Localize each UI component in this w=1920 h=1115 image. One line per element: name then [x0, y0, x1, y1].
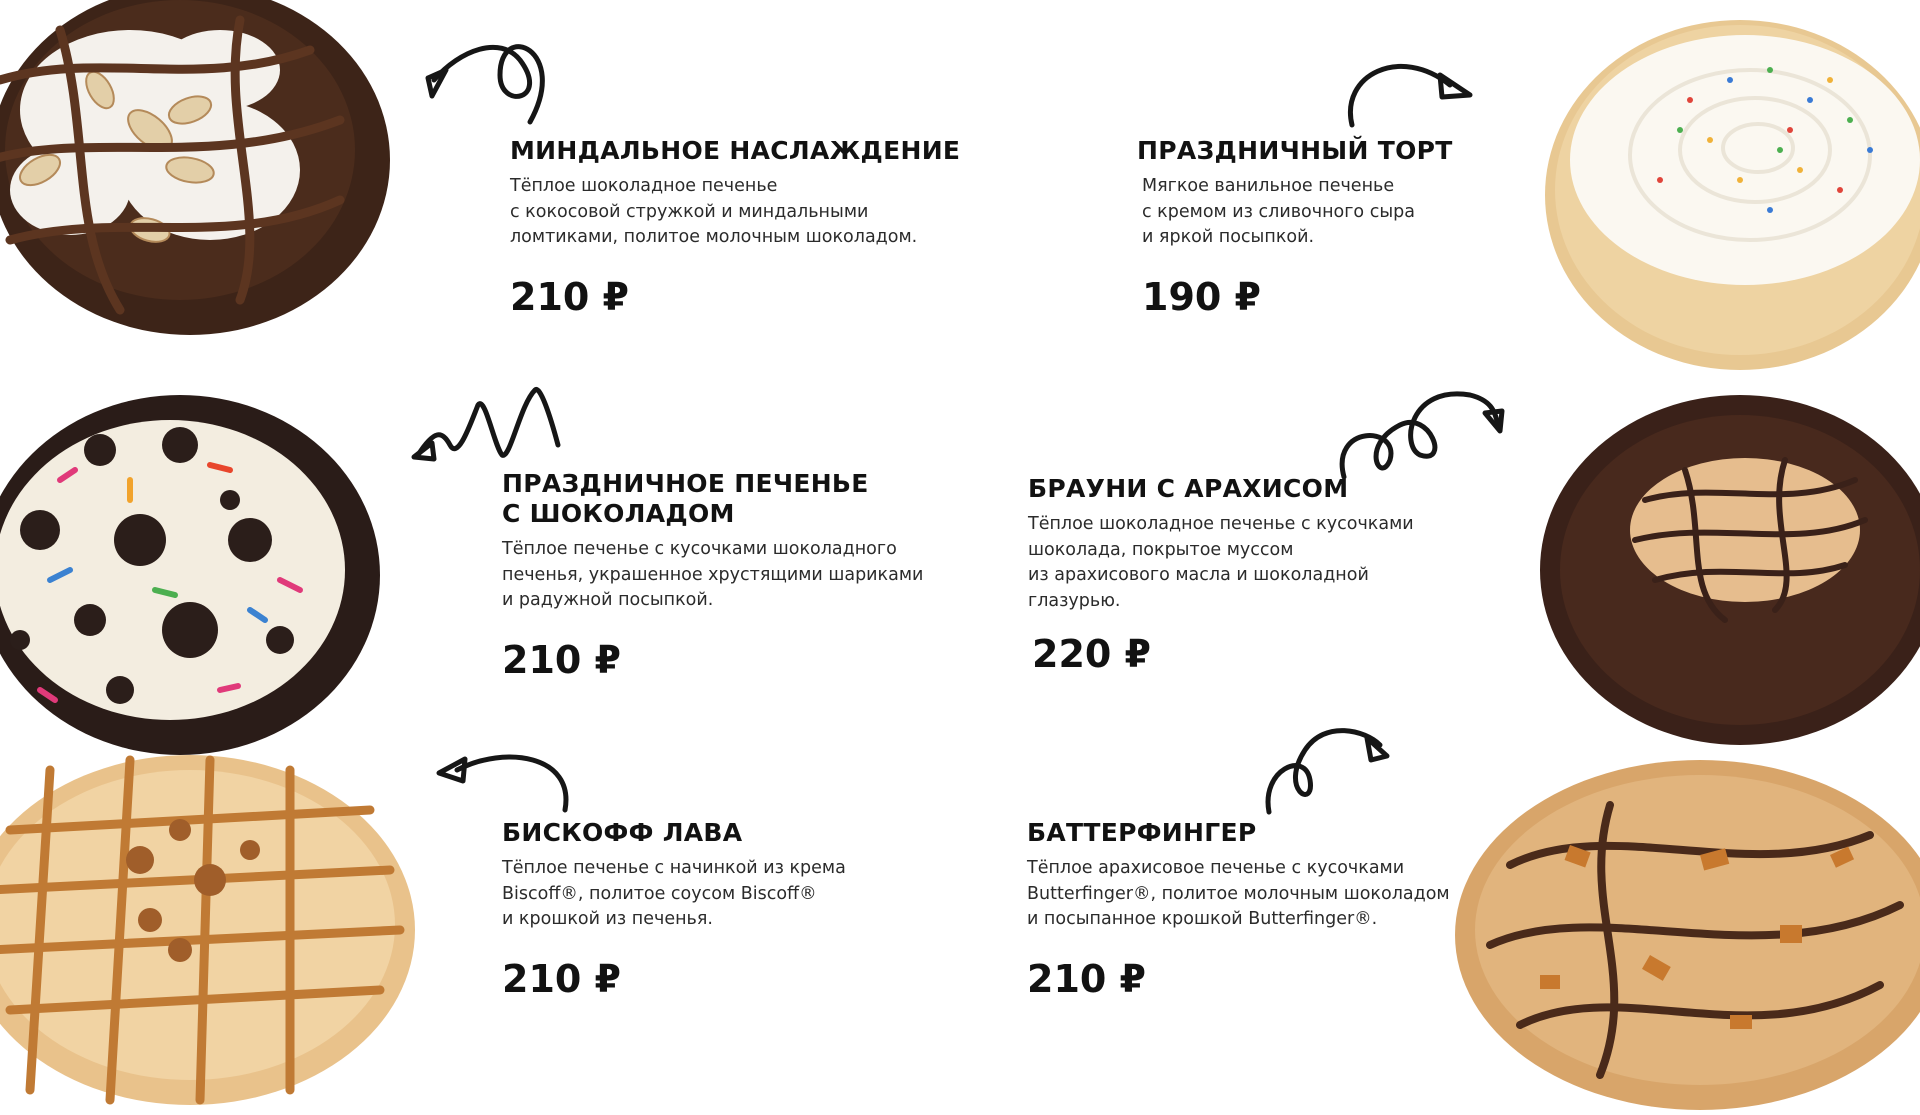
item-description: Тёплое печенье с начинкой из крема Biscoff®, политое соусом Biscoff® и крошкой из печенья. [502, 858, 846, 929]
chocolate-party-cookie-image [0, 390, 400, 760]
menu-item-biscoff-lava [502, 818, 846, 1001]
zigzag-arrow-icon [410, 385, 560, 465]
curly-arrow-icon [420, 40, 560, 130]
biscoff-lava-cookie-image [0, 750, 440, 1110]
item-price: 220 ₽ [1032, 632, 1151, 676]
curly-arrow-icon [435, 745, 575, 815]
menu-item-butterfinger [1027, 818, 1450, 1001]
item-name: ПРАЗДНИЧНОЕ ПЕЧЕНЬЕ С ШОКОЛАДОМ [502, 469, 869, 528]
item-name: БИСКОФФ ЛАВА [502, 818, 743, 847]
item-name: БРАУНИ С АРАХИСОМ [1028, 474, 1349, 503]
item-name: ПРАЗДНИЧНЫЙ ТОРТ [1137, 136, 1453, 165]
item-description: Тёплое шоколадное печенье с кокосовой стружкой и миндальными ломтиками, политое молочным шоколадом. [510, 176, 918, 247]
almond-delight-cookie-image [0, 0, 410, 370]
curly-arrow-icon [1265, 720, 1390, 820]
item-price: 190 ₽ [1142, 274, 1261, 319]
item-name: МИНДАЛЬНОЕ НАСЛАЖДЕНИЕ [510, 136, 961, 165]
menu-item-peanut-brownie [1028, 474, 1414, 676]
peanut-brownie-cookie-image [1535, 390, 1920, 750]
curly-arrow-icon [1340, 55, 1475, 130]
curly-arrow-icon [1340, 385, 1505, 480]
menu-item-almond-delight [510, 136, 960, 319]
item-description: Тёплое печенье с кусочками шоколадного печенья, украшенное хрустящими шариками и радужной посыпкой. [502, 539, 924, 610]
item-price: 210 ₽ [502, 956, 621, 1001]
birthday-cake-cookie-image [1540, 10, 1920, 380]
item-name: БАТТЕРФИНГЕР [1027, 818, 1257, 847]
menu-item-birthday-cake [1137, 136, 1453, 319]
item-price: 210 ₽ [1027, 956, 1146, 1001]
item-price: 210 ₽ [510, 274, 629, 319]
item-price: 210 ₽ [502, 637, 621, 682]
item-description: Мягкое ванильное печенье с кремом из сливочного сыра и яркой посыпкой. [1142, 176, 1415, 247]
item-description: Тёплое шоколадное печенье с кусочками шоколада, покрытое муссом из арахисового масла и шоколадной глазурью. [1028, 514, 1414, 611]
item-description: Тёплое арахисовое печенье с кусочками Butterfinger®, политое молочным шоколадом и посыпанное крошкой Butterfinger®. [1027, 858, 1450, 929]
menu-item-chocolate-party [502, 469, 923, 682]
butterfinger-cookie-image [1450, 755, 1920, 1115]
